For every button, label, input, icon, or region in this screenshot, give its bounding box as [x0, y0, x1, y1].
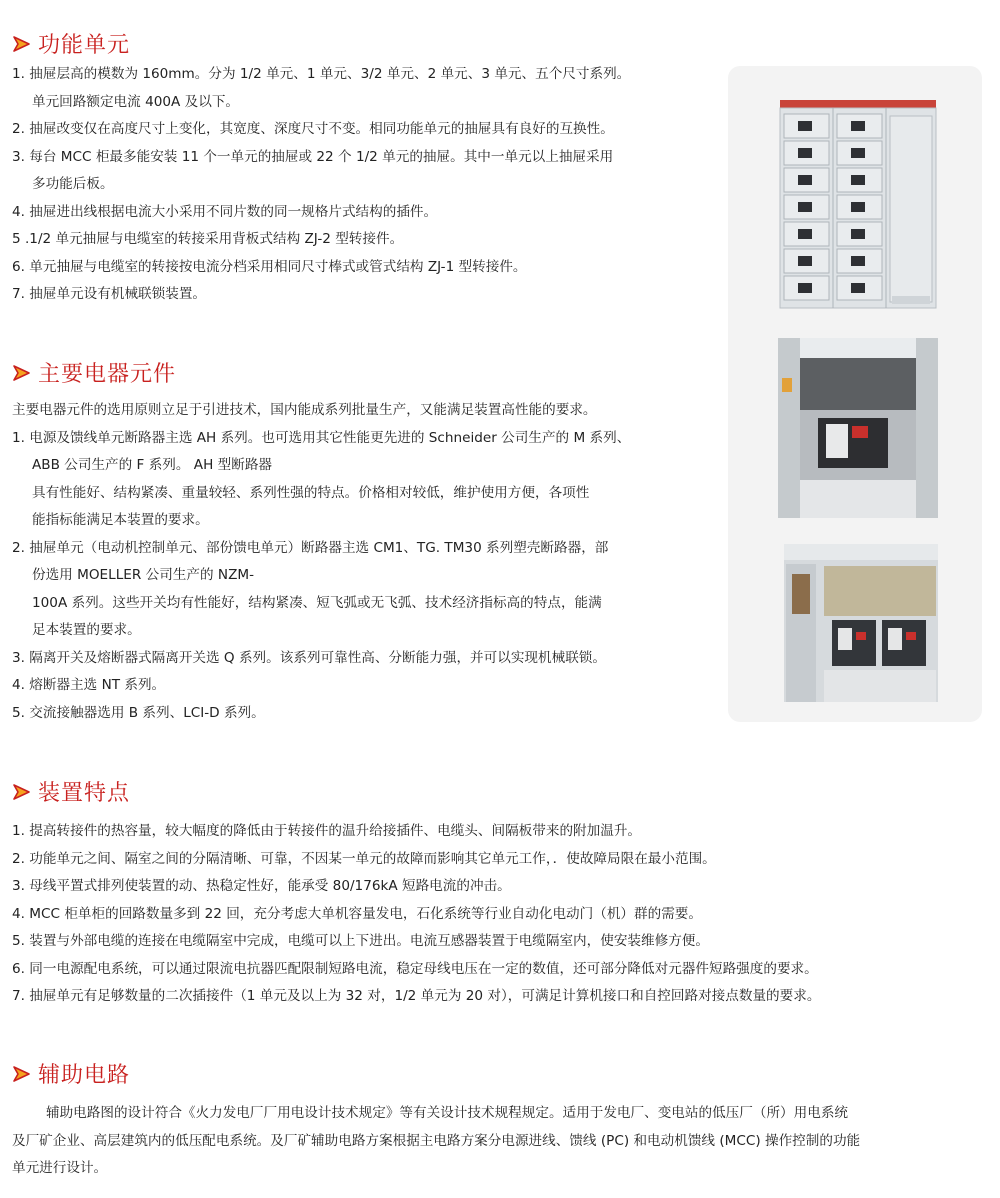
- list-item-continuation: 足本装置的要求。: [32, 622, 141, 638]
- list-item: 2. 功能单元之间、隔室之间的分隔清晰、可靠，不因某一单元的故障而影响其它单元工作，．使故障局限在最小范围。: [12, 850, 716, 867]
- list-item-continuation: 100A 系列。这些开关均有性能好，结构紧凑、短飞弧或无飞弧、技术经济指标高的特点，能满: [32, 594, 602, 611]
- list-item: 1. 提高转接件的热容量，较大幅度的降低由于转接件的温升给接插件、电缆头、间隔板带来的附加温升。: [12, 823, 642, 839]
- device-features-list: [12, 818, 987, 1011]
- arrow-right-icon: [12, 35, 32, 53]
- list-item: 5 .1/2 单元抽屉与电缆室的转接采用背板式结构 ZJ-2 型转接件。: [12, 231, 404, 247]
- paragraph-line: 辅助电路图的设计符合《火力发电厂厂用电设计技术规定》等有关设计技术规程规定。适用于发电厂、变电站的低压厂（所）用电系统: [46, 1105, 849, 1121]
- section-title-text: 装置特点: [38, 781, 131, 806]
- list-item: 5. 交流接触器选用 B 系列、LCI-D 系列。: [12, 704, 265, 721]
- list-item-continuation: 份选用 MOELLER 公司生产的 NZM-: [32, 567, 255, 583]
- section-title-aux-circuit: [12, 1058, 130, 1089]
- list-item: 6. 单元抽屉与电缆室的转接按电流分档采用相同尺寸棒式或管式结构 ZJ-1 型转接件。: [12, 258, 527, 275]
- list-item: 5. 装置与外部电缆的连接在电缆隔室中完成，电缆可以上下进出。电流互感器装置于电缆隔室内，使安装维修方便。: [12, 933, 709, 949]
- section-title-function-units: [12, 28, 130, 59]
- list-item: 3. 母线平置式排列使装置的动、热稳定性好，能承受 80/176kA 短路电流的冲击。: [12, 878, 511, 894]
- list-item-continuation: 具有性能好、结构紧凑、重量较轻、系列性强的特点。价格相对较低，维护使用方便，各项性: [32, 484, 590, 501]
- drawer-unit-photo: [784, 544, 938, 702]
- section-title-text: 辅助电路: [38, 1063, 131, 1088]
- function-units-list: [12, 61, 702, 309]
- list-item: 1. 抽屉层高的模数为 160mm。分为 1/2 单元、1 单元、3/2 单元、2 单元、3 单元、五个尺寸系列。: [12, 66, 631, 82]
- list-item-continuation: 单元回路额定电流 400A 及以下。: [32, 93, 240, 110]
- switchgear-cabinet-photo: [778, 96, 938, 312]
- list-item: 4. 抽屉进出线根据电流大小采用不同片数的同一规格片式结构的插件。: [12, 203, 438, 220]
- section-title-text: 主要电器元件: [38, 362, 177, 387]
- list-item: 7. 抽屉单元设有机械联锁装置。: [12, 286, 207, 302]
- main-components-list: [12, 397, 702, 727]
- list-item: 1. 电源及馈线单元断路器主选 AH 系列。也可选用其它性能更先进的 Schneider 公司生产的 M 系列、: [12, 429, 631, 446]
- breaker-compartment-photo: [778, 338, 938, 518]
- arrow-right-icon: [12, 1065, 32, 1083]
- list-item: 3. 隔离开关及熔断器式隔离开关选 Q 系列。该系列可靠性高、分断能力强，并可以实现机械联锁。: [12, 649, 606, 666]
- paragraph-line: 及厂矿企业、高层建筑内的低压配电系统。及厂矿辅助电路方案根据主电路方案分电源进线、馈线 (PC) 和电动机馈线 (MCC) 操作控制的功能: [12, 1132, 861, 1149]
- section-title-device-features: [12, 776, 130, 807]
- arrow-right-icon: [12, 364, 32, 382]
- list-item: 4. 熔断器主选 NT 系列。: [12, 677, 166, 693]
- list-item-continuation: ABB 公司生产的 F 系列。 AH 型断路器: [32, 457, 273, 473]
- section-title-text: 功能单元: [38, 33, 131, 58]
- main-components-lead: 主要电器元件的选用原则立足于引进技术，国内能成系列批量生产，又能满足装置高性能的要求。: [12, 402, 597, 418]
- product-photo-panel: [728, 66, 982, 722]
- arrow-right-icon: [12, 783, 32, 801]
- list-item-continuation: 能指标能满足本装置的要求。: [32, 512, 209, 528]
- aux-circuit-text: [12, 1100, 987, 1183]
- section-title-main-components: [12, 357, 176, 388]
- list-item: 7. 抽屉单元有足够数量的二次插接件（1 单元及以上为 32 对，1/2 单元为 20 对），可满足计算机接口和自控回路对接点数量的要求。: [12, 988, 821, 1004]
- list-item: 6. 同一电源配电系统，可以通过限流电抗器匹配限制短路电流，稳定母线电压在一定的数值，还可部分降低对元器件短路强度的要求。: [12, 960, 818, 977]
- list-item: 4. MCC 柜单柜的回路数量多到 22 回，充分考虑大单机容量发电，石化系统等行业自动化电动门（机）群的需要。: [12, 905, 702, 922]
- list-item: 2. 抽屉单元（电动机控制单元、部份馈电单元）断路器主选 CM1、TG. TM30 系列塑壳断路器，部: [12, 539, 609, 556]
- paragraph-line: 单元进行设计。: [12, 1160, 108, 1176]
- list-item-continuation: 多功能后板。: [32, 176, 114, 192]
- list-item: 3. 每台 MCC 柜最多能安装 11 个一单元的抽屉或 22 个 1/2 单元的抽屉。其中一单元以上抽屉采用: [12, 148, 614, 165]
- list-item: 2. 抽屉改变仅在高度尺寸上变化，其宽度、深度尺寸不变。相同功能单元的抽屉具有良好的互换性。: [12, 121, 614, 137]
